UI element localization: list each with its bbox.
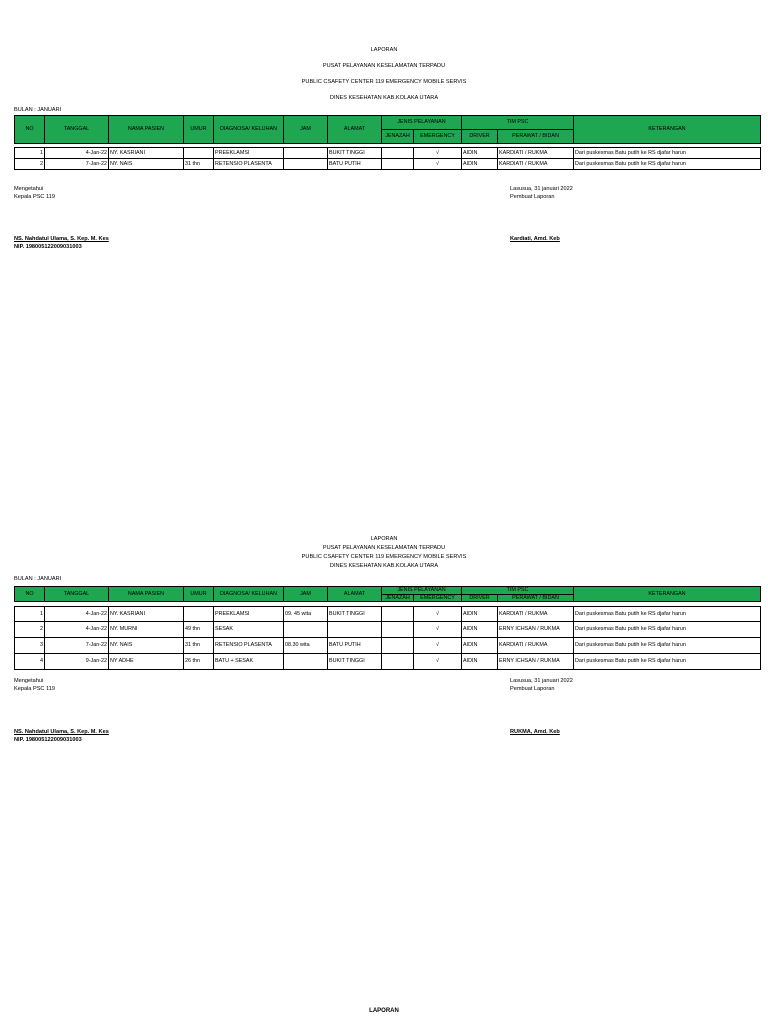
col-perawat: PERAWAT / BIDAN	[498, 130, 574, 144]
col-diagnosa: DIAGNOSA/ KELUHAN	[214, 587, 284, 602]
cell-driver: AIDIN	[462, 159, 498, 170]
cell-diagnosa: PREEKLAMSI	[214, 148, 284, 159]
col-jenazah: JENAZAH	[382, 594, 414, 602]
cell-perawat: KARDIATI / RUKMA	[498, 638, 574, 654]
cell-emergency: √	[414, 654, 462, 670]
cell-jenazah	[382, 159, 414, 170]
cell-umur	[184, 607, 214, 622]
report1-signatory-right	[510, 236, 560, 244]
cell-driver: AIDIN	[462, 638, 498, 654]
report2-header	[0, 536, 768, 570]
cell-nama: NY. KASRIANI	[109, 607, 184, 622]
col-umur: UMUR	[184, 116, 214, 144]
cell-alamat: BUKIT TINGGI	[328, 654, 382, 670]
cell-keterangan: Dari puskesmas Batu putih ke RS djafar harun	[574, 622, 761, 638]
cell-driver: AIDIN	[462, 654, 498, 670]
report2-table	[14, 586, 761, 670]
cell-driver: AIDIN	[462, 607, 498, 622]
col-emergency: EMERGENCY	[414, 130, 462, 144]
cell-emergency: √	[414, 159, 462, 170]
cell-jam	[284, 622, 328, 638]
sign-right-l2: Pembuat Laporan	[510, 193, 555, 200]
report1-org: PUSAT PELAYANAN KESELAMATAN TERPADU	[322, 63, 446, 69]
sign-right-l1: Lasusua, 31 januari 2022	[510, 186, 573, 192]
report2-signatory-right	[510, 729, 560, 737]
report1-sign-left	[14, 186, 55, 201]
cell-keterangan: Dari puskesmas Batu putih ke RS djafar harun	[574, 159, 761, 170]
cell-diagnosa: SESAK	[214, 622, 284, 638]
cell-nama: NY. NAIS	[109, 638, 184, 654]
table-row	[15, 638, 761, 654]
col-driver: DRIVER	[462, 130, 498, 144]
cell-emergency: √	[414, 638, 462, 654]
cell-perawat: KARDIATI / RUKMA	[498, 159, 574, 170]
cell-no: 4	[15, 654, 45, 670]
cell-tanggal: 7-Jan-22	[45, 159, 109, 170]
cell-no: 1	[15, 148, 45, 159]
cell-alamat: BUKIT TINGGI	[328, 148, 382, 159]
report2-sign-right	[510, 678, 573, 693]
cell-diagnosa: RETENSIO PLASENTA	[214, 159, 284, 170]
cell-driver: AIDIN	[462, 622, 498, 638]
report2-org: PUSAT PELAYANAN KESELAMATAN TERPADU	[322, 545, 446, 551]
report2-sign-left	[14, 678, 55, 693]
col-tanggal: TANGGAL	[45, 116, 109, 144]
cell-jenazah	[382, 638, 414, 654]
cell-emergency: √	[414, 622, 462, 638]
report1-bulan: BULAN : JANUARI	[14, 107, 62, 113]
sign-right-l1: Lasusua, 31 januari 2022	[510, 678, 573, 684]
sign-left-nip: NIP. 198005122009031003	[14, 736, 82, 743]
col-diagnosa: DIAGNOSA/ KELUHAN	[214, 116, 284, 144]
cell-diagnosa: BATU + SESAK	[214, 654, 284, 670]
cell-jam	[284, 654, 328, 670]
col-jenazah: JENAZAH	[382, 130, 414, 144]
cell-jenazah	[382, 607, 414, 622]
report2-dept: DINES KESEHATAN KAB.KOLAKA UTARA	[329, 563, 439, 569]
report2-title: LAPORAN	[370, 536, 398, 542]
cell-perawat: ERNY ICHSAN / RUKMA	[498, 622, 574, 638]
cell-umur: 49 thn	[184, 622, 214, 638]
col-no: NO	[15, 116, 45, 144]
sign-left-l1: Mengetahui	[14, 678, 44, 684]
cell-jam	[284, 159, 328, 170]
cell-diagnosa: PREEKLAMSI	[214, 607, 284, 622]
cell-tanggal: 4-Jan-22	[45, 622, 109, 638]
report1-header	[0, 47, 768, 102]
cell-umur: 26 thn	[184, 654, 214, 670]
cell-keterangan: Dari puskesmas Batu putih ke RS djafar harun	[574, 607, 761, 622]
cell-driver: AIDIN	[462, 148, 498, 159]
col-keterangan: KETERANGAN	[574, 587, 761, 602]
cell-keterangan: Dari puskesmas Batu putih ke RS djafar harun	[574, 148, 761, 159]
cell-no: 2	[15, 622, 45, 638]
col-tim-psc: TIM PSC	[462, 116, 574, 130]
col-alamat: ALAMAT	[328, 116, 382, 144]
col-nama-pasien: NAMA PASIEN	[109, 116, 184, 144]
cell-tanggal: 7-Jan-22	[45, 638, 109, 654]
sign-left-name: NS. Nahdatul Ulama, S. Kep. M. Kes	[14, 729, 109, 735]
col-keterangan: KETERANGAN	[574, 116, 761, 144]
cell-jam	[284, 148, 328, 159]
cell-umur: 31 thn	[184, 638, 214, 654]
report2-center: PUBLIC CSAFETY CENTER 119 EMERGENCY MOBILE SERVIS	[301, 554, 467, 560]
cell-umur	[184, 148, 214, 159]
col-tanggal: TANGGAL	[45, 587, 109, 602]
col-alamat: ALAMAT	[328, 587, 382, 602]
report1-dept: DINES KESEHATAN KAB.KOLAKA UTARA	[329, 95, 439, 101]
cell-perawat: ERNY ICHSAN / RUKMA	[498, 654, 574, 670]
table-row	[15, 148, 761, 159]
table-row	[15, 622, 761, 638]
cell-nama: NY ADHE	[109, 654, 184, 670]
cell-tanggal: 9-Jan-22	[45, 654, 109, 670]
cell-no: 3	[15, 638, 45, 654]
report1-table	[14, 115, 761, 170]
col-perawat: PERAWAT / BIDAN	[498, 594, 574, 602]
cell-no: 1	[15, 607, 45, 622]
cell-alamat: BATU PUTIH	[328, 638, 382, 654]
col-tim-psc: TIM PSC	[462, 587, 574, 595]
cell-jenazah	[382, 654, 414, 670]
cell-alamat	[328, 622, 382, 638]
sign-left-l1: Mengetahui	[14, 186, 44, 192]
table-row	[15, 607, 761, 622]
col-jenis-pelayanan: JENIS PELAYANAN	[382, 587, 462, 595]
col-jam: JAM	[284, 116, 328, 144]
report1-title: LAPORAN	[370, 47, 398, 53]
sign-right-name: RUKMA, Amd. Keb	[510, 729, 560, 735]
cell-perawat: KARDIATI / RUKMA	[498, 607, 574, 622]
col-jam: JAM	[284, 587, 328, 602]
table-row	[15, 159, 761, 170]
cell-emergency: √	[414, 607, 462, 622]
cell-alamat: BUKIT TINGGI	[328, 607, 382, 622]
cell-nama: NY. MURNI	[109, 622, 184, 638]
sign-left-nip: NIP. 198005122009031003	[14, 243, 82, 250]
cell-tanggal: 4-Jan-22	[45, 148, 109, 159]
cell-no: 2	[15, 159, 45, 170]
col-umur: UMUR	[184, 587, 214, 602]
cell-perawat: KARDIATI / RUKMA	[498, 148, 574, 159]
sign-left-l2: Kepala PSC 119	[14, 193, 55, 200]
cell-umur: 31 thn	[184, 159, 214, 170]
report1-signatory-left	[14, 236, 109, 251]
col-jenis-pelayanan: JENIS PELAYANAN	[382, 116, 462, 130]
cell-jenazah	[382, 148, 414, 159]
col-nama-pasien: NAMA PASIEN	[109, 587, 184, 602]
table-row	[15, 654, 761, 670]
cell-keterangan: Dari puskesmas Batu putih ke RS djafar harun	[574, 638, 761, 654]
col-emergency: EMERGENCY	[414, 594, 462, 602]
cell-jenazah	[382, 622, 414, 638]
cell-nama: NY. KASRIANI	[109, 148, 184, 159]
sign-right-l2: Pembuat Laporan	[510, 685, 555, 692]
cell-emergency: √	[414, 148, 462, 159]
sign-right-name: Kardiati, Amd. Keb	[510, 236, 560, 242]
cell-jam: 09. 45 wita	[284, 607, 328, 622]
cell-keterangan: Dari puskesmas Batu putih ke RS djafar harun	[574, 654, 761, 670]
report1-center: PUBLIC CSAFETY CENTER 119 EMERGENCY MOBILE SERVIS	[301, 79, 467, 85]
report2-signatory-left	[14, 729, 109, 744]
cell-jam: 08.30 wita	[284, 638, 328, 654]
cell-tanggal: 4-Jan-22	[45, 607, 109, 622]
col-no: NO	[15, 587, 45, 602]
report2-bulan: BULAN : JANUARI	[14, 576, 62, 582]
report1-sign-right	[510, 186, 573, 201]
sign-left-l2: Kepala PSC 119	[14, 685, 55, 692]
cell-diagnosa: RETENSIO PLASENTA	[214, 638, 284, 654]
col-driver: DRIVER	[462, 594, 498, 602]
sign-left-name: NS. Nahdatul Ulama, S. Kep. M. Kes	[14, 236, 109, 242]
cell-nama: NY. NAIS	[109, 159, 184, 170]
cell-alamat: BATU PUTIH	[328, 159, 382, 170]
next-page-title: LAPORAN	[369, 1008, 399, 1014]
